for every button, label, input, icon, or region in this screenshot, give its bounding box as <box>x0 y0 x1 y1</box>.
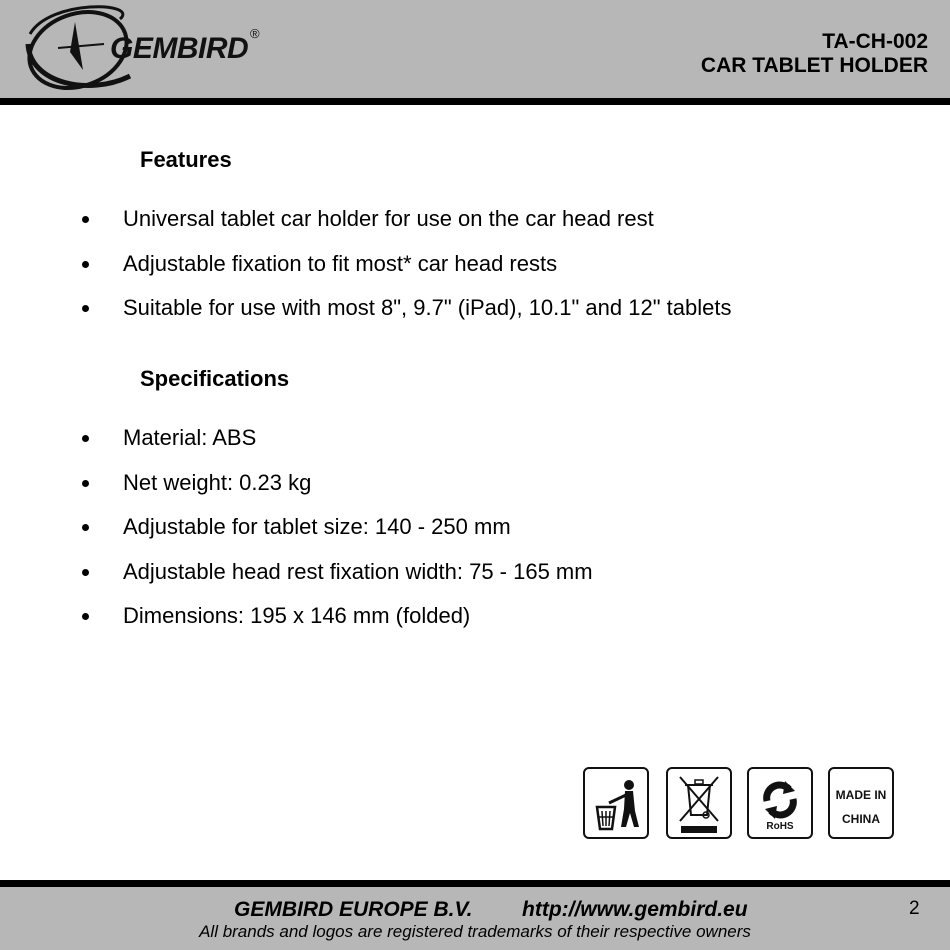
bullet-icon <box>82 305 89 312</box>
bullet-icon <box>82 524 89 531</box>
header-divider <box>0 98 950 105</box>
website-link[interactable]: http://www.gembird.eu <box>522 898 748 921</box>
page-number: 2 <box>909 898 920 919</box>
compliance-badges <box>583 767 898 841</box>
made-in-china-icon <box>828 767 894 839</box>
list-item: Dimensions: 195 x 146 mm (folded) <box>0 603 950 648</box>
bullet-icon <box>82 569 89 576</box>
list-item: Adjustable fixation to fit most* car head rests <box>0 251 950 296</box>
tidy-man-icon <box>583 767 649 839</box>
list-item: Adjustable head rest fixation width: 75 - 165 mm <box>0 559 950 604</box>
list-item: Adjustable for tablet size: 140 - 250 mm <box>0 514 950 559</box>
bullet-icon <box>82 435 89 442</box>
list-item: Material: ABS <box>0 425 950 470</box>
model-number: TA-CH-002 <box>822 30 928 53</box>
product-name: CAR TABLET HOLDER <box>700 54 928 77</box>
trademark-notice: All brands and logos are registered trademarks of their respective owners <box>199 922 751 941</box>
china-label: CHINA <box>842 812 880 826</box>
made-in-label: MADE IN <box>835 788 887 802</box>
bullet-icon <box>82 216 89 223</box>
gembird-logo <box>20 4 260 94</box>
bullet-icon <box>82 480 89 487</box>
company-name: GEMBIRD EUROPE B.V. <box>234 898 473 921</box>
bullet-icon <box>82 613 89 620</box>
features-list <box>0 206 950 340</box>
weee-crossed-bin-icon <box>666 767 732 839</box>
registered-mark: ® <box>250 26 260 41</box>
rohs-label: RoHS <box>766 821 794 832</box>
list-item: Universal tablet car holder for use on the car head rest <box>0 206 950 251</box>
logo-text: GEMBIRD <box>110 32 249 65</box>
rohs-icon <box>747 767 813 839</box>
list-item: Net weight: 0.23 kg <box>0 470 950 515</box>
specifications-list <box>0 425 950 648</box>
list-item: Suitable for use with most 8", 9.7" (iPad), 10.1" and 12" tablets <box>0 295 950 340</box>
bullet-icon <box>82 261 89 268</box>
footer-divider <box>0 880 950 887</box>
features-heading: Features <box>140 147 232 172</box>
specifications-heading: Specifications <box>140 366 290 391</box>
